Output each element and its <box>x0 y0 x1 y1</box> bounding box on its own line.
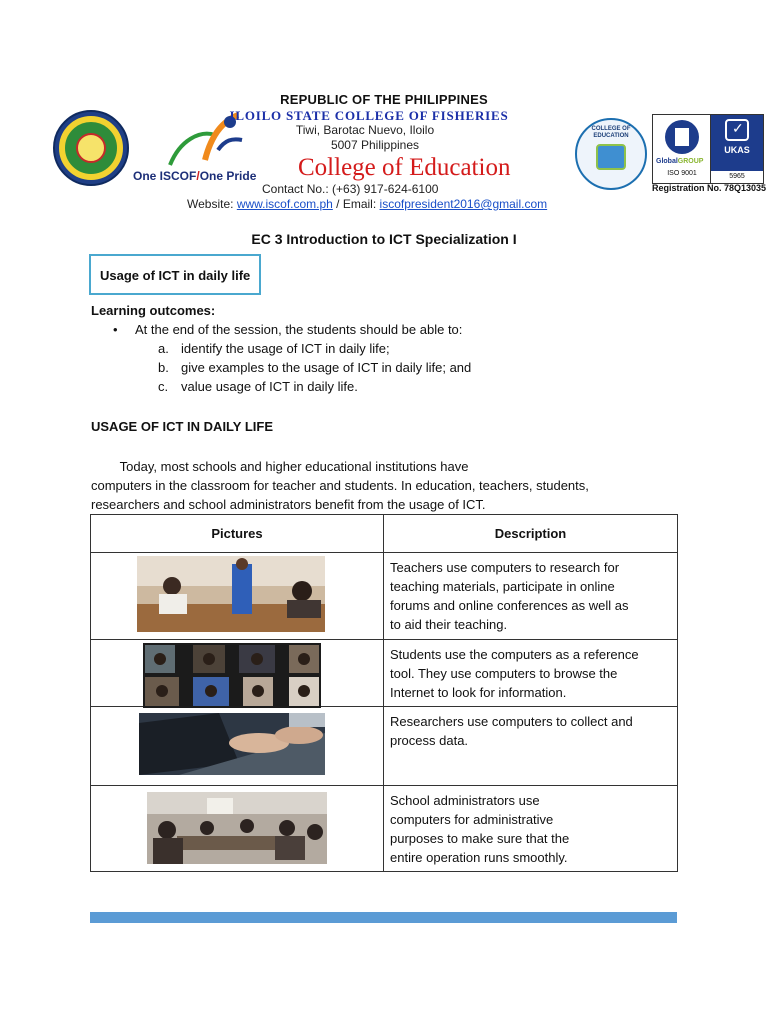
department-title: College of Education <box>298 154 511 181</box>
section-heading: USAGE OF ICT IN DAILY LIFE <box>91 419 274 434</box>
laptop-typing-photo <box>139 713 325 775</box>
college-name: ILOILO STATE COLLEGE OF FISHERIES <box>229 108 509 123</box>
address-line-2: 5007 Philippines <box>330 138 420 152</box>
description-cell: School administrators use computers for administrative purposes to make sure that the entire operation runs smoothly. <box>384 786 678 872</box>
description-cell: Teachers use computers to research for teaching materials, participate in online forums and online conferences as well as to aid their teaching. <box>384 553 678 640</box>
iscof-tagline: One ISCOF/One Pride <box>133 169 257 183</box>
outcome-item: a. identify the usage of ICT in daily life; <box>158 341 390 356</box>
header-pictures: Pictures <box>91 515 384 553</box>
iso-certification-badge <box>652 114 764 184</box>
iso-standard: ISO 9001 <box>667 170 697 177</box>
registration-number: Registration No. 78Q13035 <box>652 183 767 193</box>
table-row <box>91 707 678 786</box>
picture-cell <box>91 707 384 786</box>
classroom-teacher-photo <box>137 556 325 632</box>
coe-emblem-icon <box>596 144 626 170</box>
picture-cell <box>91 786 384 872</box>
learning-outcomes-intro: • At the end of the session, the students should be able to: <box>113 322 463 337</box>
learning-outcomes-heading: Learning outcomes: <box>91 303 216 318</box>
ict-usage-table <box>90 514 678 872</box>
online-class-grid-photo <box>143 643 321 708</box>
table-header-row <box>91 515 678 553</box>
ukas-crown-icon <box>725 119 749 141</box>
globalgroup-logo-icon <box>665 120 699 154</box>
table-row <box>91 640 678 707</box>
website-link[interactable]: www.iscof.com.ph <box>236 197 333 211</box>
paragraph-line: researchers and school administrators benefit from the usage of ICT. <box>91 497 486 512</box>
address-line-1: Tiwi, Barotac Nuevo, Iloilo <box>295 123 435 137</box>
topic-box: Usage of ICT in daily life <box>89 254 261 295</box>
email-link[interactable]: iscofpresident2016@gmail.com <box>379 197 548 211</box>
table-row <box>91 553 678 640</box>
header-description: Description <box>384 515 678 553</box>
paragraph-line: Today, most schools and higher educational institutions have <box>91 459 469 474</box>
iso-brand: GlobalGROUP <box>656 158 704 165</box>
contact-number: Contact No.: (+63) 917-624-6100 <box>262 182 439 196</box>
college-of-education-seal <box>575 118 647 190</box>
picture-cell <box>91 640 384 707</box>
coe-seal-text: COLLEGE OF EDUCATION <box>591 126 631 139</box>
ukas-number: 5965 <box>711 171 763 183</box>
administrators-meeting-photo <box>147 792 327 864</box>
outcome-item: c. value usage of ICT in daily life. <box>158 379 358 394</box>
website-line: Website: www.iscof.com.ph / Email: iscofpresident2016@gmail.com <box>187 197 548 211</box>
outcome-item: b. give examples to the usage of ICT in daily life; and <box>158 360 472 375</box>
paragraph-line: computers in the classroom for teacher and students. In education, teachers, students, <box>91 478 589 493</box>
course-title: EC 3 Introduction to ICT Specialization I <box>251 231 517 247</box>
table-row <box>91 786 678 872</box>
ukas-label: UKAS <box>724 145 750 155</box>
description-cell: Researchers use computers to collect and process data. <box>384 707 678 786</box>
description-cell: Students use the computers as a reference tool. They use computers to browse the Internet to look for information. <box>384 640 678 707</box>
footer-bar <box>90 912 677 923</box>
picture-cell <box>91 553 384 640</box>
republic-heading: REPUBLIC OF THE PHILIPPINES <box>280 92 488 107</box>
